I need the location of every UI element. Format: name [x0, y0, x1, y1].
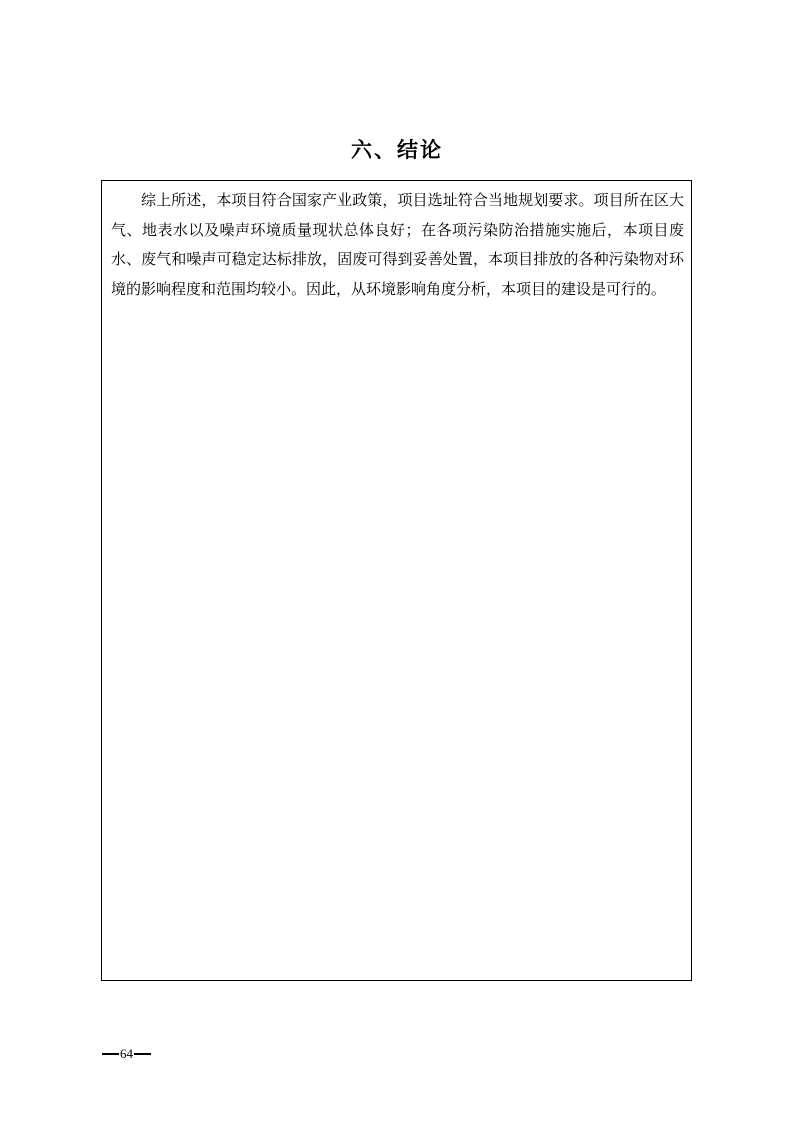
- footer-left-dash: [102, 1053, 119, 1055]
- conclusion-paragraph: 综上所述，本项目符合国家产业政策，项目选址符合当地规划要求。项目所在区大气、地表水以及噪声环境质量现状总体良好；在各项污染防治措施实施后，本项目废水、废气和噪声可稳定达标排放，固废可得到妥善处置，本项目排放的各种污染物对环境的影响程度和范围均较小。因此，从环境影响角度分析，本项目的建设是可行的。: [111, 191, 684, 298]
- footer-right-dash: [134, 1053, 151, 1055]
- page-number: 64: [120, 1046, 133, 1061]
- section-title: 六、结论: [351, 138, 443, 162]
- page-footer: [102, 1045, 151, 1063]
- conclusion-box: [101, 180, 692, 981]
